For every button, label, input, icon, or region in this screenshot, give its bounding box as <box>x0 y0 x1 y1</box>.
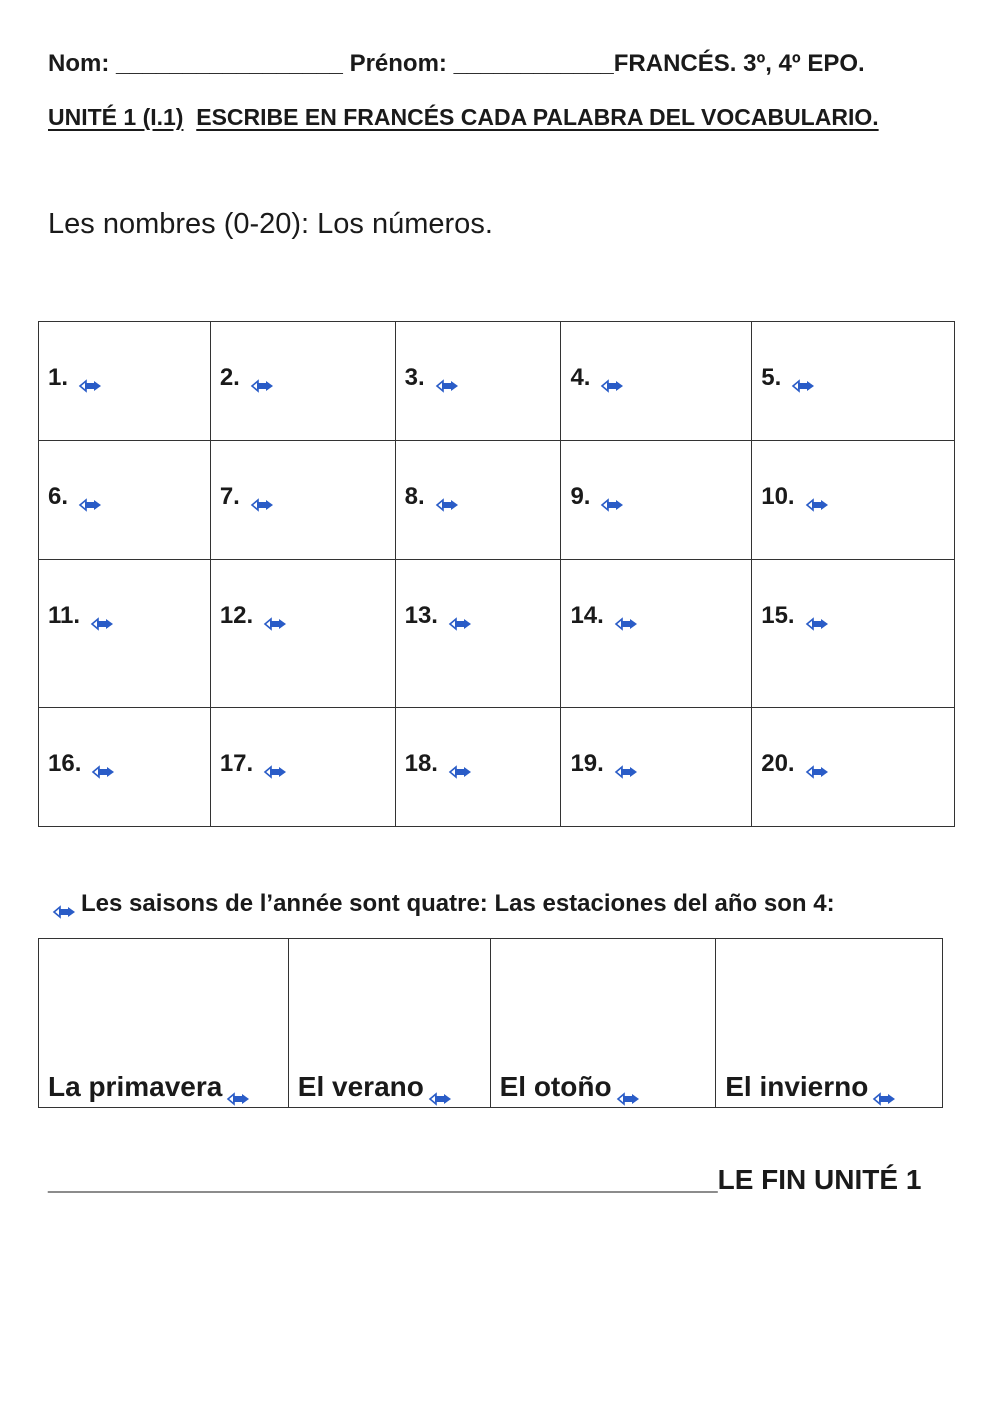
number-cell[interactable] <box>561 441 752 560</box>
seasons-title <box>52 890 835 918</box>
number-cell[interactable] <box>395 322 561 441</box>
number-label: 6. <box>48 483 69 510</box>
number-cell[interactable] <box>752 708 955 827</box>
speaker-arrow-icon[interactable] <box>90 610 114 624</box>
season-label: El otoño <box>499 1071 612 1102</box>
number-cell[interactable] <box>395 560 561 708</box>
instruction-line <box>48 104 879 131</box>
speaker-arrow-icon[interactable] <box>600 372 624 386</box>
speaker-arrow-icon[interactable] <box>805 758 829 772</box>
season-label: El invierno <box>725 1071 869 1102</box>
speaker-arrow-icon[interactable] <box>78 372 102 386</box>
speaker-arrow-icon[interactable] <box>600 491 624 505</box>
speaker-arrow-icon[interactable] <box>435 372 459 386</box>
unit-label: UNITÉ 1 (I.1) <box>48 104 184 130</box>
number-label: 19. <box>570 750 604 777</box>
number-label: 4. <box>570 364 591 391</box>
number-cell[interactable] <box>395 708 561 827</box>
speaker-arrow-icon[interactable] <box>226 1081 250 1095</box>
instruction-text: ESCRIBE EN FRANCÉS CADA PALABRA DEL VOCABULARIO. <box>196 104 879 130</box>
number-label: 3. <box>404 364 425 391</box>
number-cell[interactable] <box>752 560 955 708</box>
number-cell[interactable] <box>39 322 211 441</box>
number-label: 11. <box>48 602 81 629</box>
number-label: 5. <box>761 364 782 391</box>
number-cell[interactable] <box>561 322 752 441</box>
number-label: 7. <box>219 483 240 510</box>
speaker-arrow-icon[interactable] <box>250 372 274 386</box>
number-cell[interactable] <box>210 322 395 441</box>
table-row <box>39 441 955 560</box>
number-cell[interactable] <box>210 560 395 708</box>
speaker-arrow-icon[interactable] <box>614 610 638 624</box>
speaker-arrow-icon[interactable] <box>805 610 829 624</box>
speaker-arrow-icon[interactable] <box>52 898 76 912</box>
speaker-arrow-icon[interactable] <box>91 758 115 772</box>
speaker-arrow-icon[interactable] <box>435 491 459 505</box>
number-label: 1. <box>48 364 69 391</box>
number-label: 10. <box>761 483 795 510</box>
speaker-arrow-icon[interactable] <box>805 491 829 505</box>
name-line: Nom: _________________ Prénom: ____________FRANCÉS. 3º, 4º EPO. <box>48 50 865 77</box>
seasons-table <box>38 938 943 1108</box>
table-row <box>39 322 955 441</box>
speaker-arrow-icon[interactable] <box>263 610 287 624</box>
season-label: El verano <box>297 1071 424 1102</box>
season-label: La primavera <box>48 1071 223 1102</box>
number-label: 14. <box>570 602 604 629</box>
table-row <box>39 708 955 827</box>
speaker-arrow-icon[interactable] <box>448 610 472 624</box>
speaker-arrow-icon[interactable] <box>872 1081 896 1095</box>
speaker-arrow-icon[interactable] <box>791 372 815 386</box>
speaker-arrow-icon[interactable] <box>78 491 102 505</box>
number-label: 13. <box>404 602 438 629</box>
speaker-arrow-icon[interactable] <box>448 758 472 772</box>
number-cell[interactable] <box>395 441 561 560</box>
number-label: 8. <box>404 483 425 510</box>
number-cell[interactable] <box>561 560 752 708</box>
footer-line: ___________________________________________LE FIN UNITÉ 1 <box>48 1164 922 1195</box>
number-label: 15. <box>761 602 795 629</box>
season-cell[interactable] <box>288 939 490 1108</box>
number-cell[interactable] <box>39 560 211 708</box>
number-label: 12. <box>219 602 254 629</box>
numbers-table <box>38 321 955 827</box>
table-row <box>39 560 955 708</box>
season-cell[interactable] <box>490 939 716 1108</box>
speaker-arrow-icon[interactable] <box>263 758 287 772</box>
number-cell[interactable] <box>39 708 211 827</box>
number-cell[interactable] <box>752 441 955 560</box>
number-label: 16. <box>48 750 82 777</box>
number-cell[interactable] <box>39 441 211 560</box>
speaker-arrow-icon[interactable] <box>428 1081 452 1095</box>
speaker-arrow-icon[interactable] <box>250 491 274 505</box>
number-label: 9. <box>570 483 591 510</box>
speaker-arrow-icon[interactable] <box>614 758 638 772</box>
season-cell[interactable] <box>39 939 289 1108</box>
number-cell[interactable] <box>561 708 752 827</box>
season-cell[interactable] <box>716 939 943 1108</box>
number-label: 17. <box>219 750 254 777</box>
number-label: 18. <box>404 750 438 777</box>
number-cell[interactable] <box>210 708 395 827</box>
number-label: 2. <box>219 364 240 391</box>
seasons-title-text: Les saisons de l’année sont quatre: Las estaciones del año son 4: <box>81 890 835 917</box>
speaker-arrow-icon[interactable] <box>616 1081 640 1095</box>
number-cell[interactable] <box>210 441 395 560</box>
section-title: Les nombres (0-20): Los números. <box>48 208 493 240</box>
number-label: 20. <box>761 750 795 777</box>
number-cell[interactable] <box>752 322 955 441</box>
